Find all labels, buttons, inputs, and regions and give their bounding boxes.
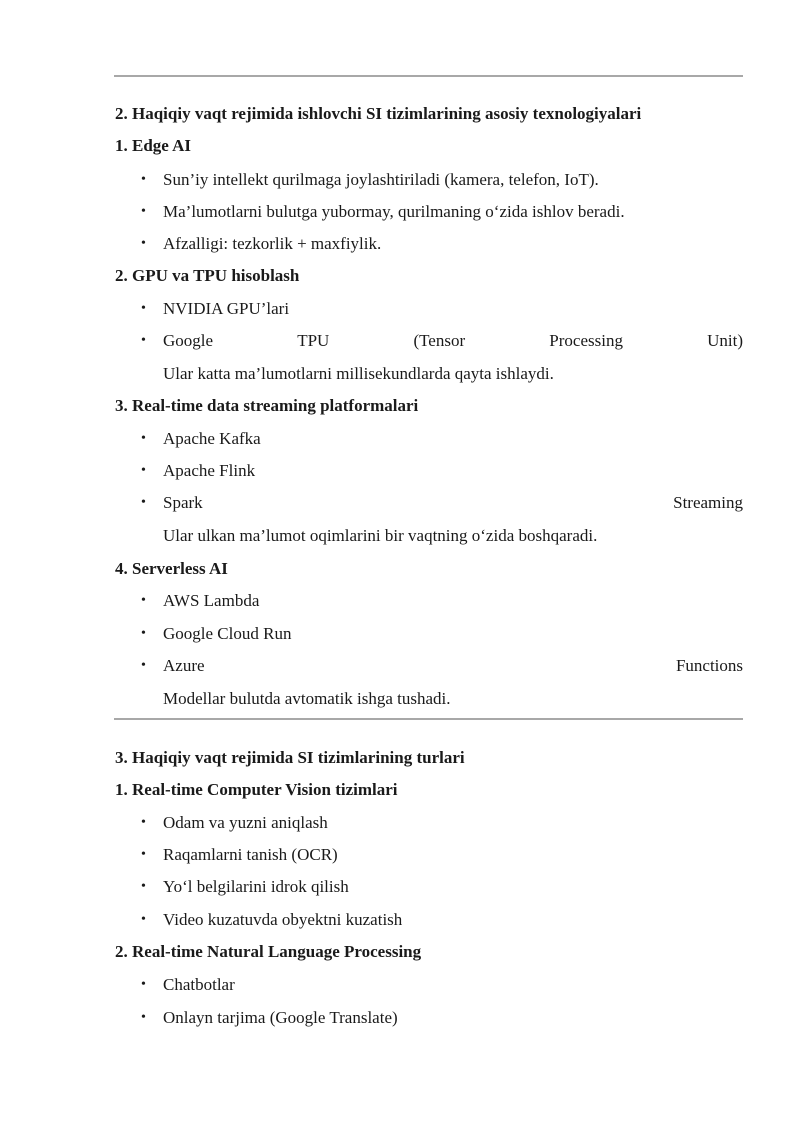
list-item: • Yo‘l belgilarini idrok qilish [141,877,349,896]
bullet: • [141,301,146,316]
computer-vision-title: 1. Real-time Computer Vision tizimlari [115,780,398,799]
list-item: • Raqamlarni tanish (OCR) [141,845,338,864]
list-item: • Sun’iy intellekt qurilmaga joylashtiriladi (kamera, telefon, IoT). [141,170,599,189]
list-item: • Odam va yuzni aniqlash [141,813,328,832]
bullet: • [141,912,146,927]
bullet: • [141,593,146,608]
bullet: • [141,847,146,862]
list-item: • Ma’lumotlarni bulutga yubormay, qurilmaning o‘zida ishlov beradi. [141,202,625,221]
bullet: • [141,333,146,348]
section-3-heading: 3. Haqiqiy vaqt rejimida SI tizimlarining turlari [115,748,465,767]
serverless-title: 4. Serverless AI [115,559,228,578]
list-item: • Afzalligi: tezkorlik + maxfiylik. [141,234,382,253]
list-item: • Azure Functions [141,656,743,675]
list-continuation: Ular katta ma’lumotlarni millisekundlarda qayta ishlaydi. [163,364,554,383]
bullet: • [141,658,146,673]
top-divider [114,75,743,77]
list-continuation: Ular ulkan ma’lumot oqimlarini bir vaqtning o‘zida boshqaradi. [163,526,598,545]
streaming-title: 3. Real-time data streaming platformalari [115,396,419,415]
bullet: • [141,431,146,446]
list-item: • Video kuzatuvda obyektni kuzatish [141,910,403,929]
edge-ai-title: 1. Edge AI [115,136,192,155]
bullet: • [141,879,146,894]
list-item: • Apache Flink [141,461,256,480]
bullet: • [141,463,146,478]
list-item: • Onlayn tarjima (Google Translate) [141,1008,398,1027]
list-item: • NVIDIA GPU’lari [141,299,290,318]
list-item: • Chatbotlar [141,975,235,994]
bullet: • [141,236,146,251]
bullet: • [141,495,146,510]
list-item: • Spark Streaming [141,493,743,512]
gpu-tpu-title: 2. GPU va TPU hisoblash [115,266,300,285]
nlp-title: 2. Real-time Natural Language Processing [115,942,422,961]
bullet: • [141,1010,146,1025]
bullet: • [141,815,146,830]
list-item: • AWS Lambda [141,591,260,610]
bullet: • [141,626,146,641]
bullet: • [141,977,146,992]
bullet: • [141,172,146,187]
list-item: • Google TPU (Tensor Processing Unit) [141,331,743,350]
section-divider [114,718,743,720]
section-2-heading: 2. Haqiqiy vaqt rejimida ishlovchi SI tizimlarining asosiy texnologiyalari [115,104,642,123]
bullet: • [141,204,146,219]
list-item: • Google Cloud Run [141,624,292,643]
list-item: • Apache Kafka [141,429,261,448]
list-continuation: Modellar bulutda avtomatik ishga tushadi. [163,689,451,708]
